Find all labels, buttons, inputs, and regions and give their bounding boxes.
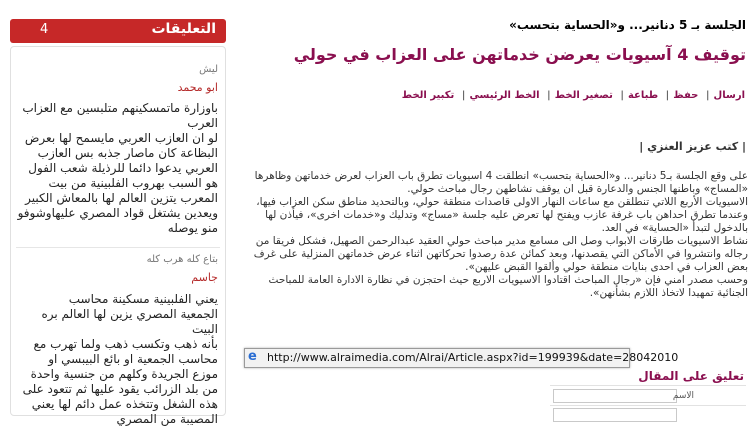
- comment-line: البظاعة كان ماصار جذبه بس العازب: [37, 146, 218, 160]
- name-label: الاسم: [672, 391, 694, 401]
- article-headline: توقيف 4 آسيويات يعرضن خدماتهن على العزاب في حولي: [293, 45, 746, 64]
- article-paragraph: وحسب مصدر امني فإن «رجال المباحث اقتادوا الاسيويات الاربع حيث احتجزن في نظارة الادارة العامة للمباحث الجنائية تمهيدا لاتخاذ اللازم بشأنهن».: [268, 274, 748, 299]
- comment-2-title: بتاع كله هرب كله: [146, 254, 218, 265]
- font-smaller-link[interactable]: تصغير الخط: [554, 90, 613, 101]
- status-url-tooltip: [244, 348, 679, 368]
- comment-line: ويعدين يشتغل قواد المصري عليهاوشوفو: [17, 206, 218, 220]
- comment-line: منو يوصله: [167, 221, 218, 235]
- comment-line: الجمعية المصري يزين لها العالم بره البيت: [41, 307, 218, 336]
- comments-sidebar: [0, 0, 232, 426]
- article-paragraph: الاسيويات الأربع اللاتي تنطلقن مع ساعات النهار الاولى قاصدات منطقة حولي، وبالتحديد مناطق سكن العزاب فيها، وعندما تطرق احداهن باب غرفة عازب ويفتح لها تعرض عليه جلسة «مساج» وتدليك و«خدمات اخرى»، فيأذن لها بالدخول لتبدأ «الحساية» في العد.: [256, 196, 748, 234]
- comment-line: يعني الفلبينية مسكينة محاسب: [68, 292, 218, 306]
- comments-header-title: التعليقات: [151, 21, 216, 37]
- comment-line: المصيبة من المصري: [116, 412, 218, 426]
- comment-line: العربي يدعوا دائما للرذيلة شعب الفول: [28, 161, 218, 175]
- comment-line: محاسب الجمعية او بائع البيبسي او: [48, 352, 218, 366]
- name-input[interactable]: [553, 389, 677, 403]
- comment-line: بأنه ذهب وتكسب ذهب ولما تهرب مع: [33, 337, 218, 351]
- comments-header: [10, 19, 226, 43]
- comment-1-author: ابو محمد: [177, 81, 218, 94]
- print-link[interactable]: طباعة: [627, 90, 659, 101]
- article-kicker: الجلسة بـ 5 دنانير... و«الحساية بتحسب»: [509, 18, 746, 32]
- toolbar-separator: |: [547, 90, 551, 101]
- comment-1-title: ليش: [199, 64, 218, 75]
- article-byline: | كتب عزيز العنزي |: [639, 140, 746, 153]
- save-link[interactable]: حفظ: [673, 90, 699, 101]
- comment-form-title: تعليق على المقال: [638, 369, 744, 383]
- comment-2-body: [13, 292, 218, 427]
- toolbar-separator: |: [461, 90, 466, 101]
- comment-line: باوزارة ماتمسكينهم متلبسين مع العزاب: [22, 101, 218, 115]
- comment-line: المعرب يتزين العالم لها بالمعاش الكبير: [25, 191, 218, 205]
- form-divider: [550, 405, 746, 406]
- font-larger-link[interactable]: تكبير الخط: [401, 90, 455, 101]
- article-toolbar: [399, 90, 748, 101]
- article-paragraph: على وقع الجلسة بـ5 دنانير... و«الحساية بتحسب» انطلقت 4 اسيويات تطرق باب العزاب لعرض خدماتهن وظاهرها «المساج» وباطنها الجنس والدعارة قبل ان يوقف نشاطهن رجال مباحث حولي.: [254, 170, 748, 195]
- article-body: [238, 170, 748, 300]
- toolbar-separator: |: [620, 90, 624, 101]
- article-paragraph: نشاط الاسيويات طارقات الابواب وصل الى مسامع مدير مباحث حولي العقيد عبدالرحمن الصهيل، فشكل فريقا من رجاله وانتشروا في الأماكن التي يقصدنها، وبعد كمائن عدة رصدوا تحركاتهن اثناء عرض خدماتهن المنزلية على غرف بعض العزاب في احدى بنايات منطقة حولي وألقوا القبض عليهن».: [253, 235, 748, 273]
- form-divider: [550, 385, 746, 386]
- comment-line: العرب: [187, 116, 218, 130]
- comment-1-body: [13, 101, 218, 236]
- email-input[interactable]: [553, 408, 677, 422]
- toolbar-separator: |: [665, 90, 670, 101]
- comment-line: لو ان العازب العربي مايسمح لها بعرض: [24, 131, 218, 145]
- send-link[interactable]: ارسال: [713, 90, 745, 101]
- browser-page-icon: e: [248, 349, 257, 364]
- comment-line: هو السبب بهروب الفلبينية من بيت: [48, 176, 218, 190]
- toolbar-separator: |: [705, 90, 710, 101]
- status-url-text: http://www.alraimedia.com/Alrai/Article.aspx?id=199939&date=28042010: [267, 351, 679, 364]
- comment-line: هذه الشغل وتتخذه عمل دائم لها يعني: [31, 397, 218, 411]
- comment-divider: [16, 247, 220, 248]
- comment-line: موزع الجريدة وكلهم من جنسية واحدة: [30, 367, 218, 381]
- font-default-link[interactable]: الخط الرئيسي: [469, 90, 540, 101]
- comments-count: 4: [40, 22, 49, 37]
- comment-2-author: جاسم: [191, 271, 218, 284]
- comment-line: من بلد الزرائب يقود عليها ثم تتعود على: [22, 382, 218, 396]
